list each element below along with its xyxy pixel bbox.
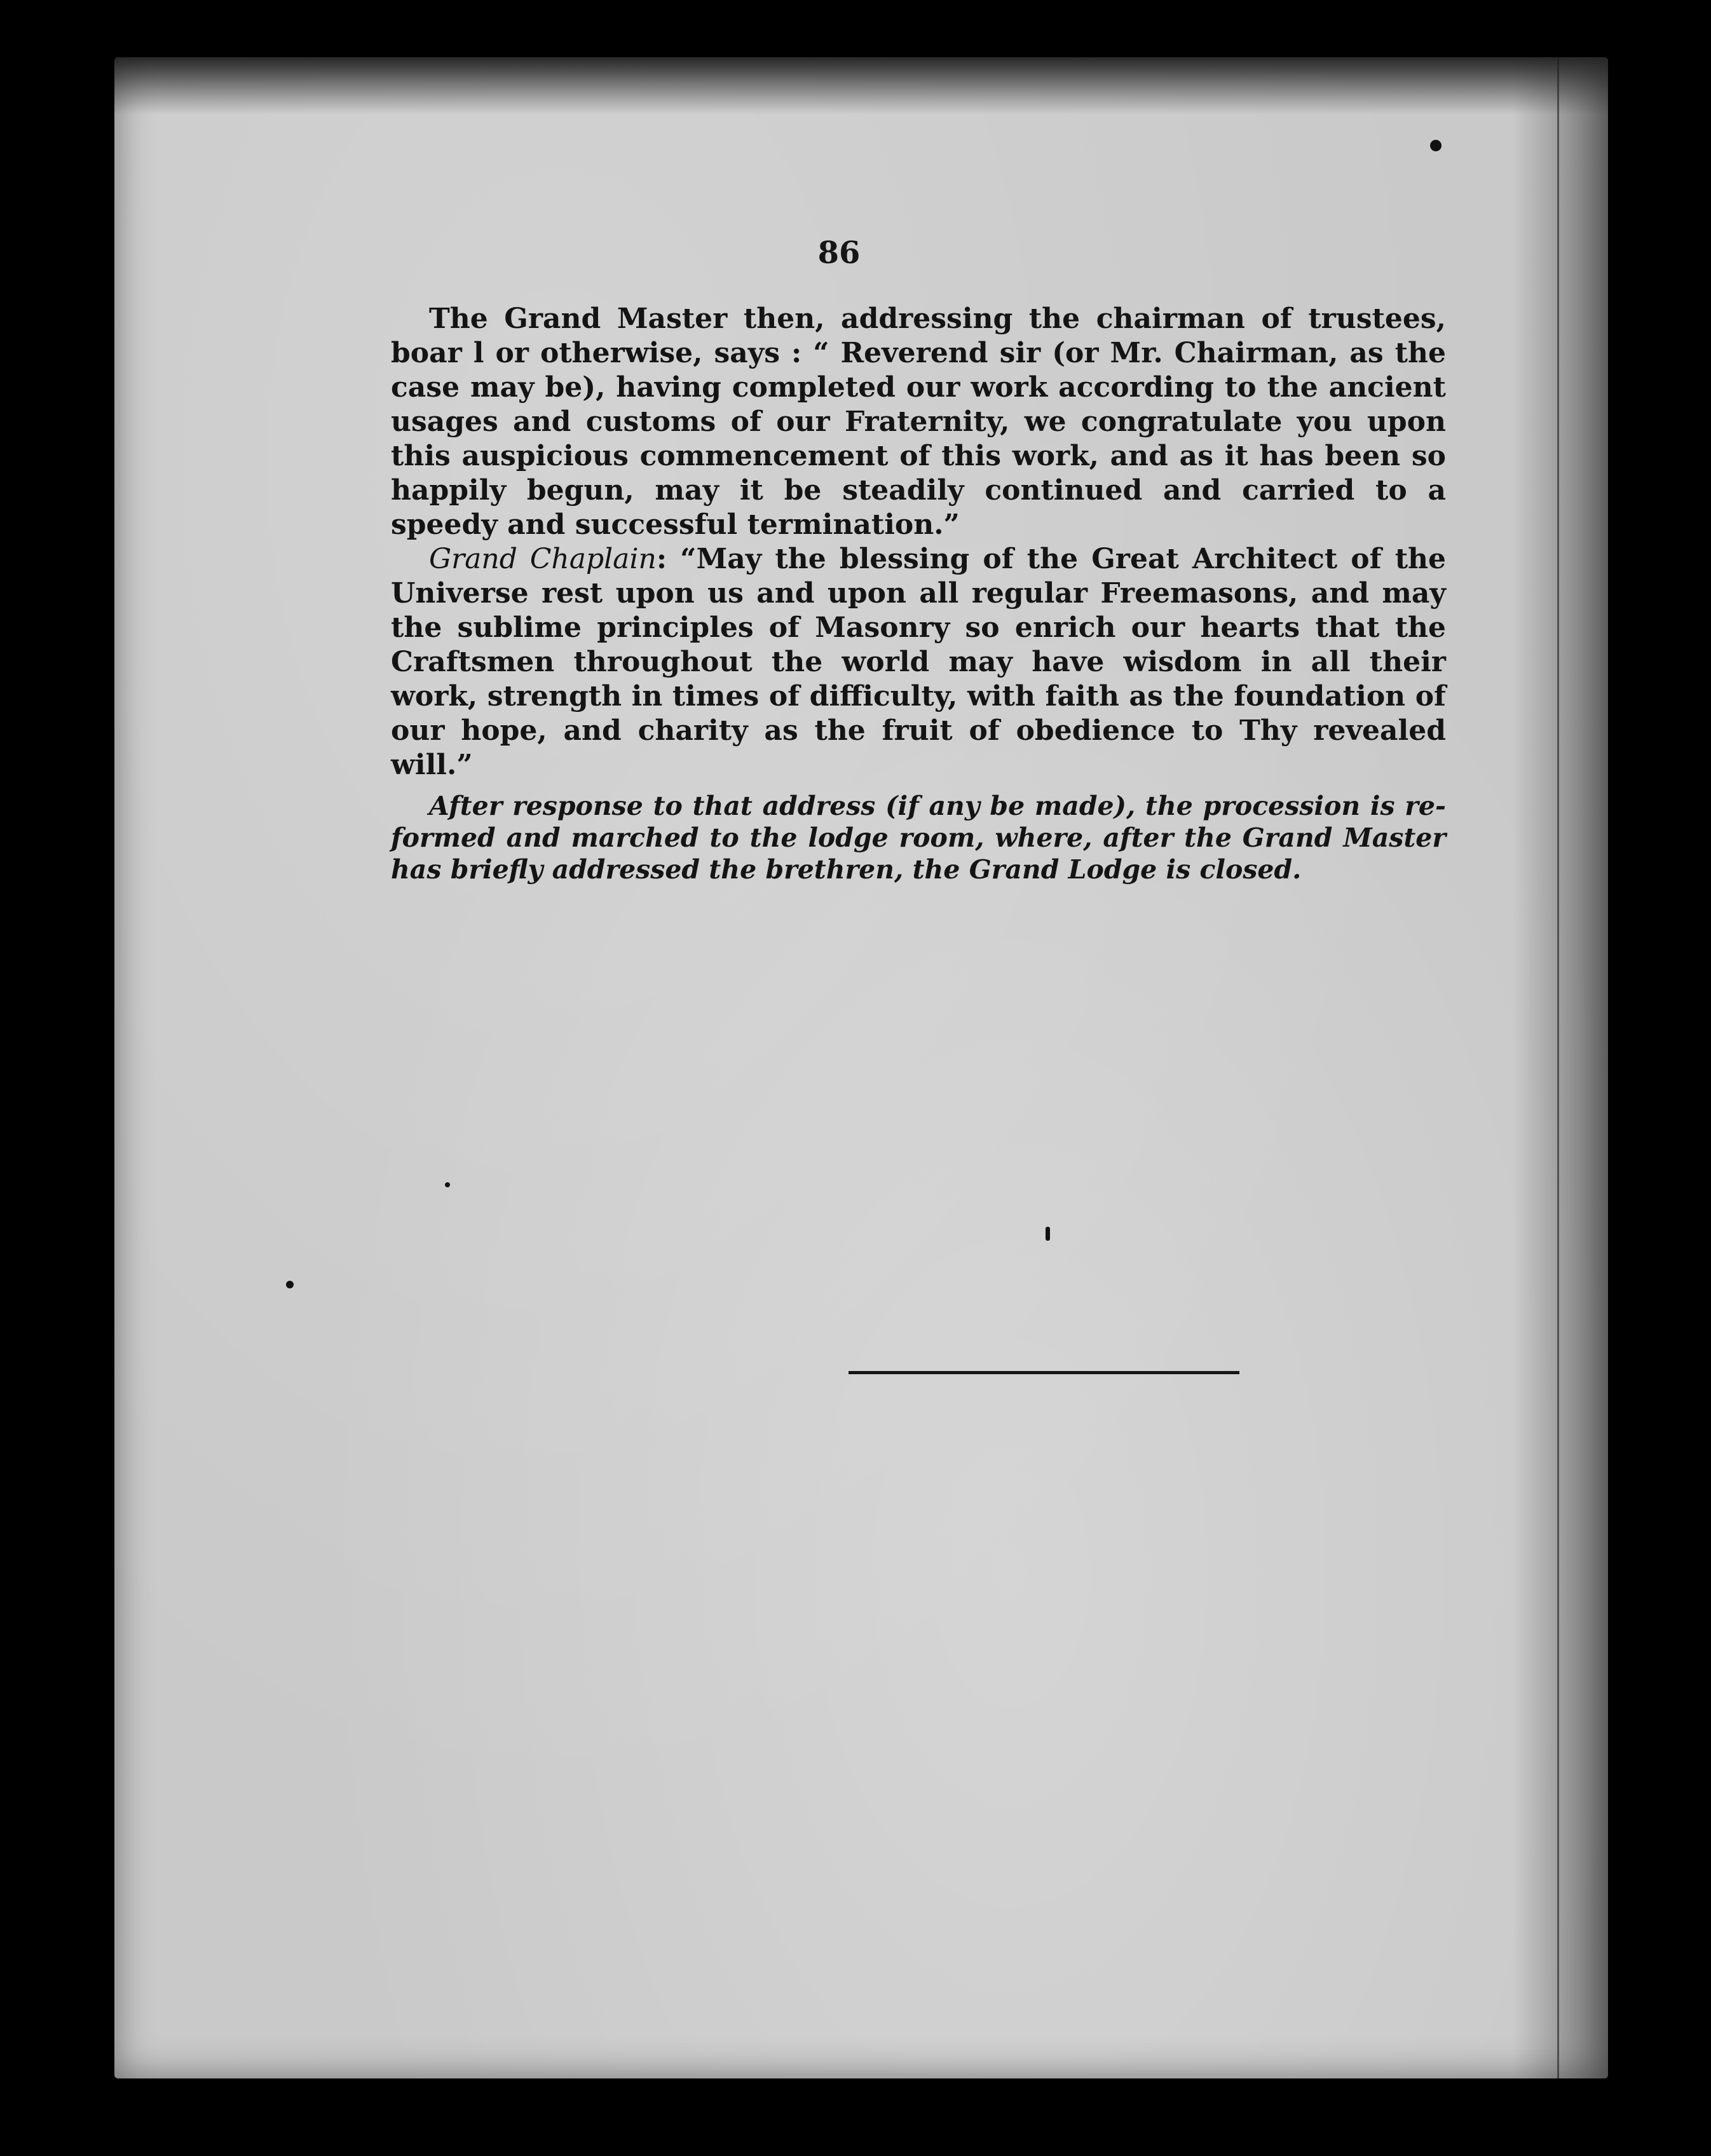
ink-speck [445,1182,450,1187]
body-text [391,302,1446,885]
section-rule [849,1371,1239,1374]
rubric-instruction: After response to that address (if any be made), the procession is re-formed and marched to the lodge room, where, after the Grand Master has briefly addressed the brethren, the Grand Lodge is closed. [391,791,1446,885]
paragraph-text: The Grand Master then, addressing the chairman of trustees, boar l or otherwise, says : “ Reverend sir (or Mr. Chairman, as the case may be), having completed our work according to the ancient usages and customs of our Fraternity, we congratulate you upon this auspicious commencement of this work, and as it has been so happily begun, may it be steadily continued and carried to a speedy and successful termination.” [391,303,1446,541]
page-number: 86 [817,235,861,271]
paragraph [391,542,1446,782]
document-page [114,57,1608,2078]
ink-speck [286,1281,294,1288]
ink-speck [1046,1227,1050,1241]
speaker-label: Grand Chaplain [429,543,657,575]
binding-edge [1513,57,1608,2078]
paragraph-text: : “May the blessing of the Great Architect of the Universe rest upon us and upon all regular Freemasons, and may the sublime principles of Masonry so enrich our hearts that the Craftsmen throughout the world may have wisdom in all their work, strength in times of difficulty, with faith as the foundation of our hope, and charity as the fruit of obedience to Thy revealed will.” [391,543,1446,781]
ink-speck [1430,140,1442,151]
top-edge-shadow [114,57,1608,114]
paragraph [391,302,1446,542]
